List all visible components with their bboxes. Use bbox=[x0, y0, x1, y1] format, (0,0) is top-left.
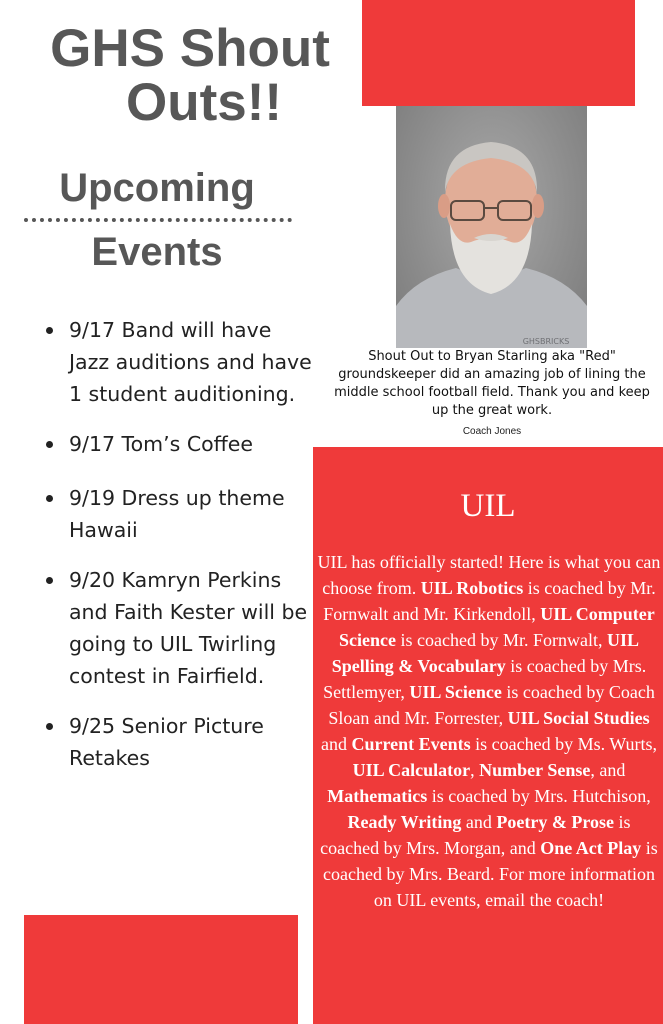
uil-text: , and bbox=[590, 760, 626, 780]
shoutout-signature: Coach Jones bbox=[462, 426, 522, 437]
uil-event-name: Poetry & Prose bbox=[496, 812, 614, 832]
page-title bbox=[10, 19, 370, 132]
uil-event-name: UIL Robotics bbox=[420, 578, 524, 598]
uil-event-name: UIL Computer Science bbox=[339, 604, 655, 650]
upcoming-heading: Upcoming bbox=[59, 166, 255, 210]
portrait-illustration bbox=[396, 106, 587, 348]
uil-event-name: Ready Writing bbox=[347, 812, 462, 832]
uil-description bbox=[317, 549, 661, 913]
uil-event-name: Mathematics bbox=[327, 786, 428, 806]
red-accent-block-bottom bbox=[24, 915, 298, 1024]
event-item: 9/20 Kamryn Perkins and Faith Kester will be going to UIL Twirling contest in Fairfield. bbox=[42, 564, 312, 692]
uil-text: is coached by Ms. Wurts, bbox=[470, 734, 658, 754]
events-heading: Events bbox=[91, 230, 223, 274]
uil-text: is coached by Mrs. Hutchison, bbox=[427, 786, 651, 806]
uil-text: is coached by Mr. Fornwalt, bbox=[396, 630, 607, 650]
event-item: 9/25 Senior Picture Retakes bbox=[42, 710, 312, 774]
uil-text: is coached by Coach Sloan and Mr. Forrester, bbox=[328, 682, 655, 728]
title-line-1: GHS Shout bbox=[50, 19, 330, 78]
title-line-2: Outs!! bbox=[125, 73, 283, 132]
uil-event-name: UIL Spelling & Vocabulary bbox=[331, 630, 639, 676]
events-list bbox=[42, 314, 312, 794]
uil-text: , bbox=[470, 760, 480, 780]
event-item: 9/17 Tom’s Coffee bbox=[42, 428, 312, 460]
red-accent-block-top bbox=[362, 0, 635, 106]
uil-event-name: Current Events bbox=[351, 734, 471, 754]
event-item: 9/19 Dress up theme Hawaii bbox=[42, 482, 312, 546]
dotted-divider bbox=[24, 218, 292, 222]
uil-event-name: Number Sense bbox=[479, 760, 591, 780]
uil-text: is coached by Mrs. Beard. For more information on UIL events, email the coach! bbox=[323, 838, 658, 910]
uil-event-name: UIL Science bbox=[409, 682, 502, 702]
uil-text: and bbox=[461, 812, 497, 832]
uil-text: is coached by Mrs. Morgan, and bbox=[320, 812, 631, 858]
uil-text: and bbox=[320, 734, 352, 754]
staff-portrait-photo bbox=[396, 106, 587, 348]
event-item: 9/17 Band will have Jazz auditions and have 1 student auditioning. bbox=[42, 314, 312, 410]
uil-title: UIL bbox=[460, 488, 516, 524]
uil-text: is coached by Mrs. Settlemyer, bbox=[323, 656, 647, 702]
uil-text: is coached by Mr. Fornwalt and Mr. Kirkendoll, bbox=[323, 578, 656, 624]
shirt-text: GHSBRICKS bbox=[522, 337, 570, 346]
uil-event-name: UIL Calculator bbox=[352, 760, 471, 780]
uil-event-name: UIL Social Studies bbox=[507, 708, 650, 728]
shoutout-caption: Shout Out to Bryan Starling aka "Red" groundskeeper did an amazing job of lining the middle school football field. Thank you and keep up the great work. bbox=[334, 349, 650, 418]
uil-text: UIL has officially started! Here is what you can choose from. bbox=[317, 552, 661, 598]
uil-event-name: One Act Play bbox=[540, 838, 642, 858]
